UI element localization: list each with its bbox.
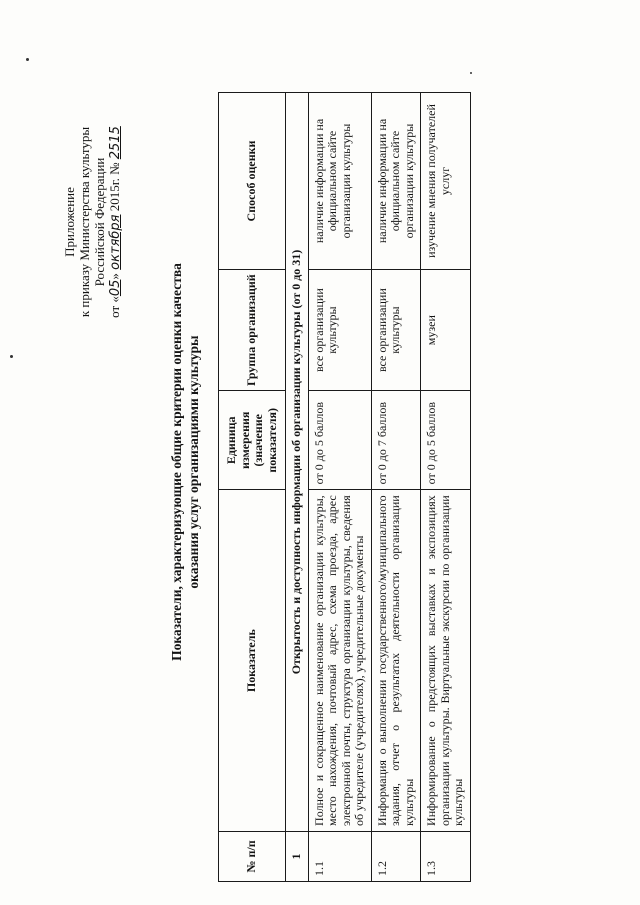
document-title bbox=[168, 182, 202, 742]
header-num: № п/п bbox=[219, 831, 286, 881]
scan-speck bbox=[26, 58, 29, 61]
appendix-country: Российской Федерации bbox=[92, 157, 107, 287]
row-group: все организации культуры bbox=[308, 269, 371, 390]
title-line-2: оказания услуг организациями культуры bbox=[186, 335, 201, 589]
criteria-table bbox=[218, 92, 471, 882]
order-number: 2515 bbox=[108, 126, 123, 160]
row-unit: от 0 до 5 баллов bbox=[421, 391, 471, 490]
row-method: наличие информации на официальном сайте организации культуры bbox=[371, 93, 421, 270]
appendix-date bbox=[107, 92, 123, 352]
row-num: 1.1 bbox=[308, 831, 371, 881]
appendix-order: к приказу Министерства культуры bbox=[77, 126, 92, 318]
row-method: изучение мнения получателей услуг bbox=[421, 93, 471, 270]
header-indicator: Показатель bbox=[219, 490, 286, 832]
date-month: октября bbox=[108, 214, 123, 270]
appendix-block bbox=[62, 92, 123, 352]
row-indicator: Информация о выполнении государственного/муниципального задания, отчет о результатах деятельности организации культуры bbox=[371, 490, 421, 832]
date-day: 05 bbox=[108, 279, 123, 297]
header-group: Группа организаций bbox=[219, 269, 286, 390]
row-group: все организации культуры bbox=[371, 269, 421, 390]
row-indicator: Полное и сокращенное наименование организации культуры, место нахождения, почтовый адрес, схема проезда, адрес электронной почты, структура организации культуры, сведения об учредителе (учредителях), учредительные документы bbox=[308, 490, 371, 832]
table-row bbox=[308, 93, 371, 882]
row-num: 1.2 bbox=[371, 831, 421, 881]
section-title: Открытость и доступность информации об организации культуры (от 0 до 31) bbox=[286, 93, 309, 832]
rotated-document bbox=[58, 52, 618, 882]
table-row bbox=[371, 93, 421, 882]
header-unit: Единица измерения (значение показателя) bbox=[219, 391, 286, 490]
appendix-label: Приложение bbox=[62, 187, 77, 257]
section-num: 1 bbox=[286, 831, 309, 881]
date-prefix: от « bbox=[107, 296, 122, 318]
row-num: 1.3 bbox=[421, 831, 471, 881]
date-mid: » bbox=[107, 269, 122, 280]
row-unit: от 0 до 7 баллов bbox=[371, 391, 421, 490]
row-method: наличие информации на официальном сайте организации культуры bbox=[308, 93, 371, 270]
row-unit: от 0 до 5 баллов bbox=[308, 391, 371, 490]
title-line-1: Показатели, характеризующие общие критерии оценки качества bbox=[169, 263, 184, 661]
header-row bbox=[219, 93, 286, 882]
row-indicator: Информирование о предстоящих выставках и экспозициях организации культуры. Виртуальные экскурсии по организации культуры bbox=[421, 490, 471, 832]
scan-speck bbox=[10, 355, 13, 358]
section-row bbox=[286, 93, 309, 882]
date-year: 2015г. № bbox=[107, 159, 122, 215]
row-group: музеи bbox=[421, 269, 471, 390]
table-row bbox=[421, 93, 471, 882]
header-method: Способ оценки bbox=[219, 93, 286, 270]
